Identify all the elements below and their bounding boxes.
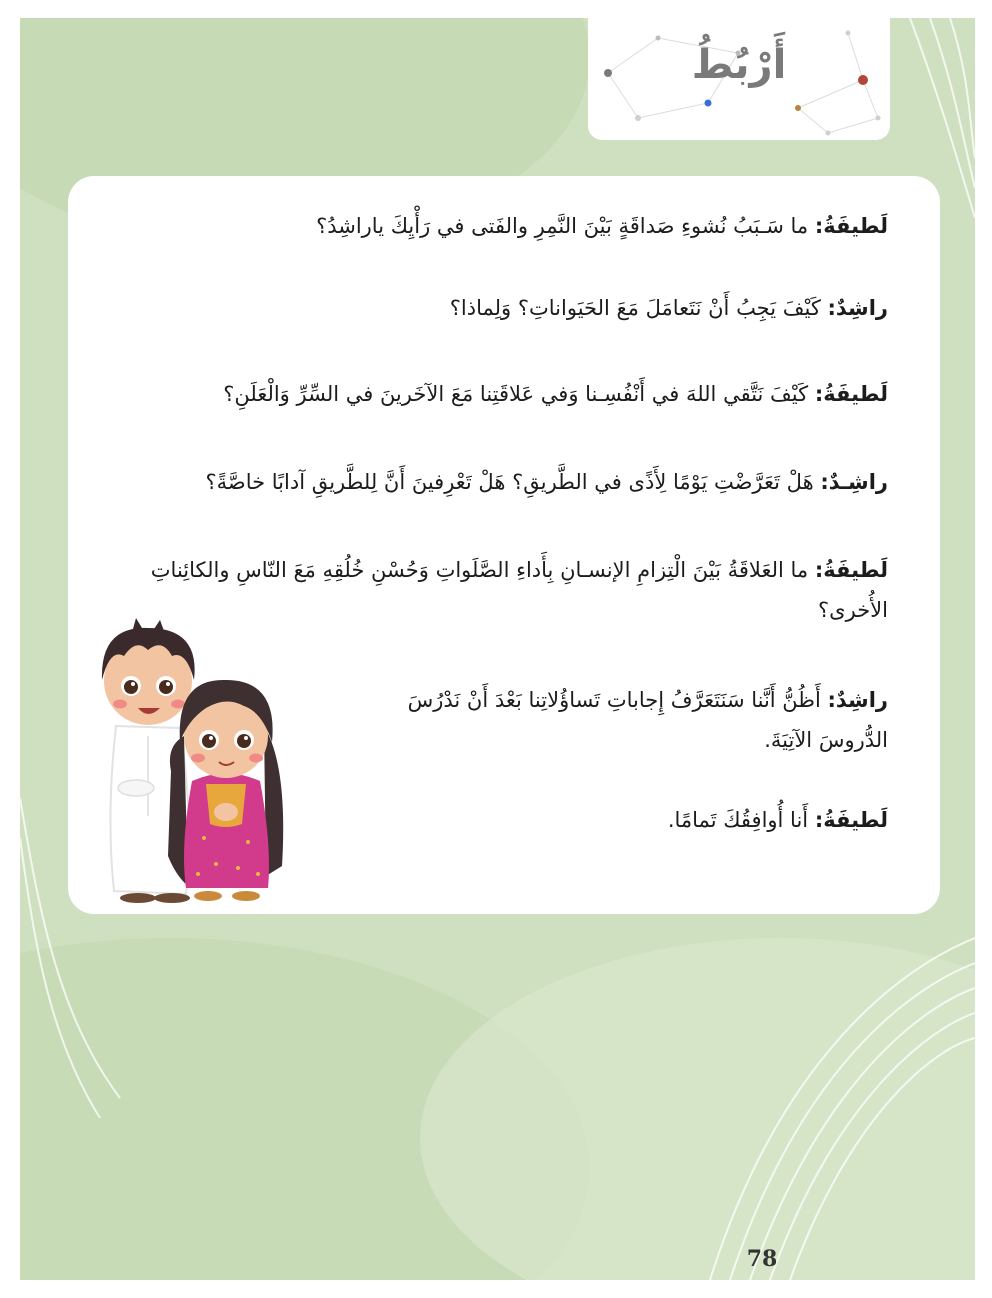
dialogue-text: أَظُنُّ أَنَّنا سَنَتَعَرَّفُ إِجاباتِ تَساؤُلاتِنا بَعْدَ أَنْ نَدْرُسَ الدُّروسَ الآتِيَةَ.: [407, 688, 888, 752]
speaker-name: راشِدٌ:: [827, 688, 888, 712]
speaker-name: لَطيفَةُ:: [814, 558, 888, 582]
children-illustration: [76, 616, 306, 916]
dialogue-text: كَيْفَ نَتَّقي اللهَ في أَنْفُسِـنا وَفي عَلاقَتِنا مَعَ الآخَرينَ في السِّرِّ وَالْعَلَنِ؟: [223, 382, 809, 406]
dialogue-line: [108, 462, 888, 502]
speaker-name: راشِـدٌ:: [820, 470, 888, 494]
dialogue-line: [108, 206, 888, 246]
dialogue-text: ما سَـبَبُ نُشوءِ صَداقَةٍ بَيْنَ النَّمِرِ والفَتى في رَأْيِكَ ياراشِدُ؟: [316, 214, 809, 238]
lesson-title: أَرْبُطُ: [691, 42, 787, 88]
dialogue-text: هَلْ تَعَرَّضْتِ يَوْمًا لِأَذًى في الطَّريقِ؟ هَلْ تَعْرِفينَ أَنَّ لِلطَّريقِ آدابًا خاصَّةً؟: [205, 470, 814, 494]
dialogue-card: [68, 176, 940, 914]
dialogue-text: كَيْفَ يَجِبُ أَنْ نَتَعامَلَ مَعَ الحَيَواناتِ؟ وَلِماذا؟: [449, 296, 821, 320]
speaker-name: لَطيفَةُ:: [814, 808, 888, 832]
lesson-title-box: [588, 18, 890, 140]
dialogue-line: [108, 288, 888, 328]
page-number: 78: [746, 1246, 778, 1272]
textbook-page: [20, 18, 975, 1280]
speaker-name: لَطيفَةُ:: [814, 214, 888, 238]
dialogue-line: [348, 680, 888, 760]
girl-illustration: [168, 680, 283, 901]
dialogue-text: ما العَلاقَةُ بَيْنَ الْتِزامِ الإنسـانِ بِأَداءِ الصَّلَواتِ وَحُسْنِ خُلُقِهِ مَعَ النّاسِ والكائِناتِ الأُخرى؟: [150, 558, 888, 622]
dialogue-line: [348, 800, 888, 840]
dialogue-line: [108, 374, 888, 414]
speaker-name: لَطيفَةُ:: [814, 382, 888, 406]
speaker-name: راشِدٌ:: [827, 296, 888, 320]
dialogue-text: أَنا أُوافِقُكَ تَمامًا.: [667, 808, 809, 832]
